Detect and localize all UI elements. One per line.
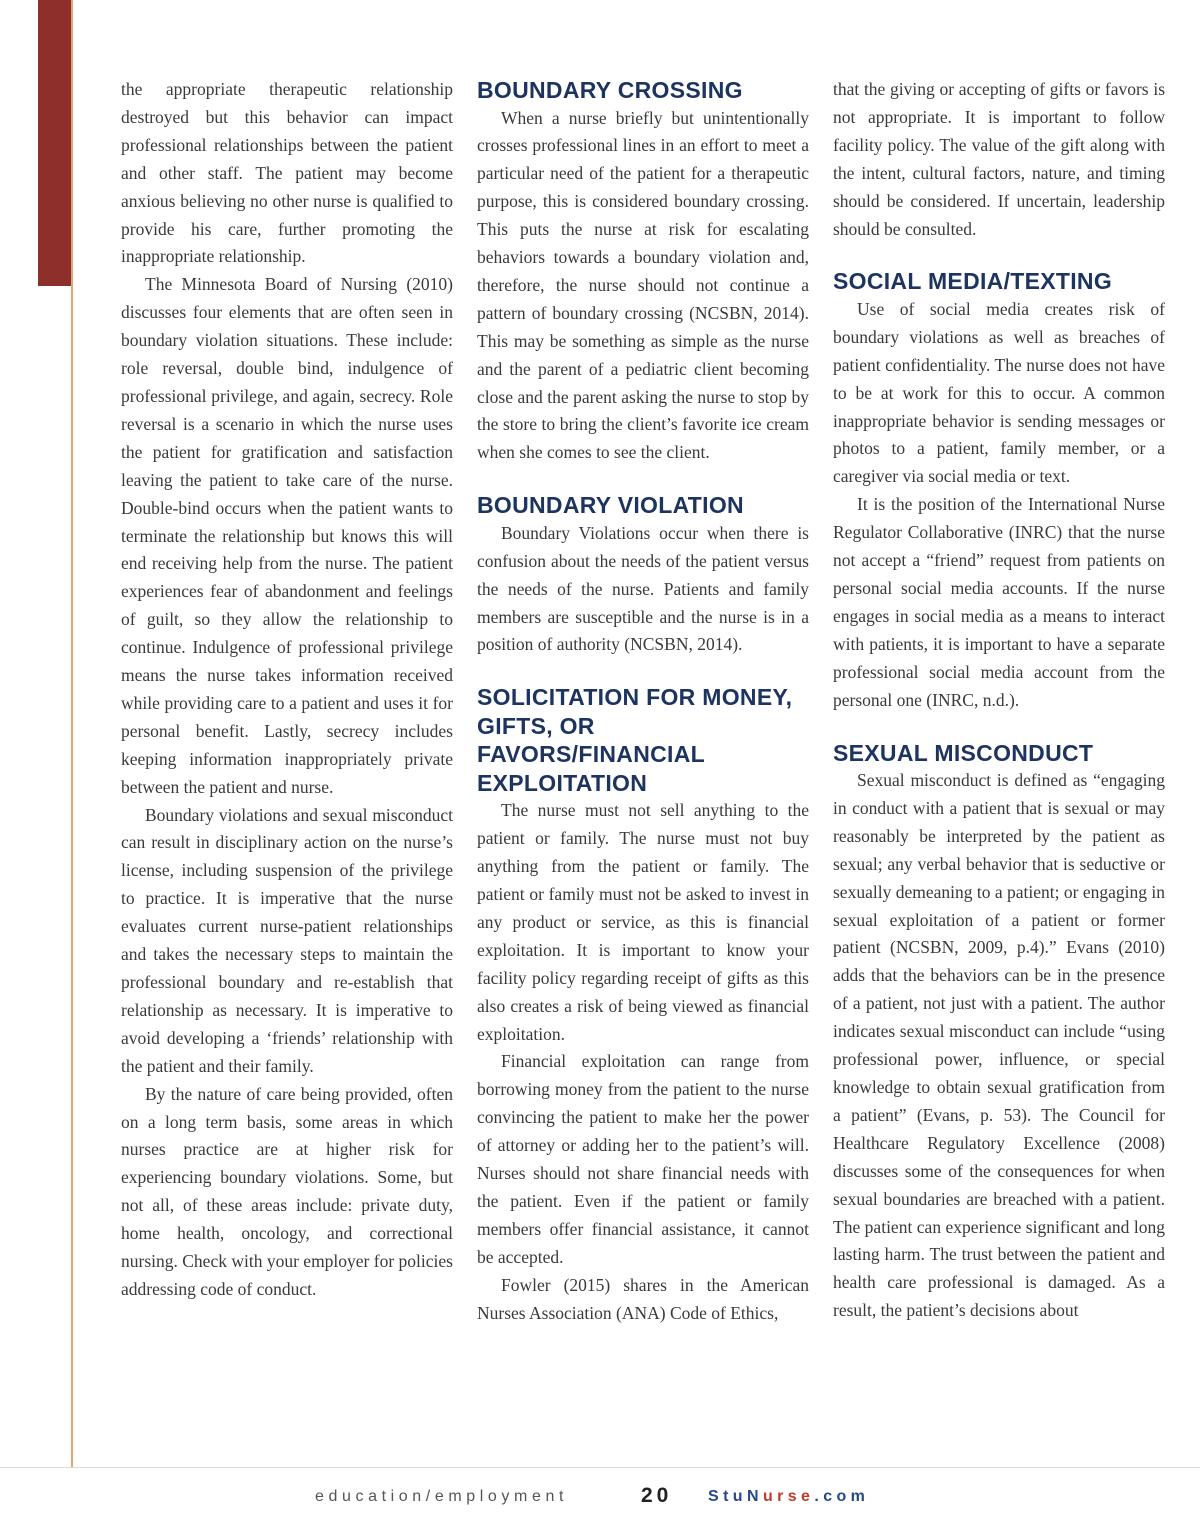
section-heading: BOUNDARY VIOLATION xyxy=(477,492,744,519)
brand-part: StuN xyxy=(708,1488,763,1505)
paragraph: the appropriate therapeutic relationship destroyed but this behavior can impact professional relationships between the patient and other staff. The patient may become anxious believing no other nurse is qualified to provide his care, further promoting the inappropriate relationship. xyxy=(121,79,453,267)
column-3 xyxy=(833,76,1165,1325)
page-footer xyxy=(0,1486,1200,1510)
paragraph: Boundary violations and sexual misconduct can result in disciplinary action on the nurse’s license, including suspension of the privilege to practice. It is imperative that the nurse evaluates current nurse-patient relationships and takes the necessary steps to maintain the professional boundary and re-establish that relationship as necessary. It is imperative to avoid developing a ‘friends’ relationship with the patient and their family. xyxy=(121,804,453,1076)
section-heading: BOUNDARY CROSSING xyxy=(477,77,743,103)
paragraph: Boundary Violations occur when there is confusion about the needs of the patient versus the needs of the nurse. Patients and family members are susceptible and the nurse is in a position of authority (NCSBN, 2014). xyxy=(477,522,809,655)
paragraph: The nurse must not sell anything to the patient or family. The nurse must not buy anything from the patient or family. The patient or family must not be asked to invest in any product or service, as this is financial exploitation. It is important to know your facility policy regarding receipt of gifts as this also creates a risk of being viewed as financial exploitation. xyxy=(477,800,809,1044)
section-heading: SOCIAL MEDIA/TEXTING xyxy=(833,268,1113,295)
paragraph: Sexual misconduct is defined as “engaging in conduct with a patient that is sexual or may reasonably be interpreted by the patient as sexual; any verbal behavior that is seductive or sexually demeaning to a patient; or engaging in sexual exploitation of a patient or former patient (NCSBN, 2009, p.4).” Evans (2010) adds that the behaviors can be in the presence of a patient, not just with a patient. The author indicates sexual misconduct can include “using professional power, influence, or special knowledge to obtain sexual gratification from a patient” (Evans, p. 53). The Council for Healthcare Regulatory Excellence (2008) discusses some of the consequences for when sexual boundaries are breached with a patient. The patient can experience significant and long lasting harm. The trust between the patient and health care professional is damaged. As a result, the patient’s decisions about xyxy=(833,770,1165,1321)
section-heading: SOLICITATION FOR MONEY, GIFTS, OR FAVORS/FINANCIAL EXPLOITATION xyxy=(477,684,793,796)
section-heading: SEXUAL MISCONDUCT xyxy=(833,739,1094,766)
paragraph: Fowler (2015) shares in the American Nurses Association (ANA) Code of Ethics, xyxy=(477,1274,809,1323)
accent-bar xyxy=(38,0,72,286)
paragraph: By the nature of care being provided, often on a long term basis, some areas in which nurses practice are at higher risk for experiencing boundary violations. Some, but not all, of these areas include: private duty, home health, oncology, and correctional nursing. Check with your employer for policies addressing code of conduct. xyxy=(121,1083,453,1299)
paragraph: It is the position of the International Nurse Regulator Collaborative (INRC) that the nurse not accept a “friend” request from patients on personal social media accounts. If the nurse engages in social media as a means to interact with patients, it is important to have a separate professional social media account from the personal one (INRC, n.d.). xyxy=(833,494,1165,710)
brand-part: .com xyxy=(814,1488,870,1505)
brand-part: urse xyxy=(762,1488,815,1505)
footer-section-label: education/employment xyxy=(315,1488,568,1505)
paragraph: When a nurse briefly but unintentionally crosses professional lines in an effort to meet a particular need of the patient for a therapeutic purpose, this is considered boundary crossing. This puts the nurse at risk for escalating behaviors towards a boundary violation and, therefore, the nurse should not continue a pattern of boundary crossing (NCSBN, 2014). This may be something as simple as the nurse and the parent of a pediatric client becoming close and the parent asking the nurse to stop by the store to bring the client’s favorite ice cream when she comes to see the client. xyxy=(477,107,809,463)
paragraph: that the giving or accepting of gifts or favors is not appropriate. It is important to follow facility policy. The value of the gift along with the intent, cultural factors, nature, and timing should be considered. If uncertain, leadership should be consulted. xyxy=(833,79,1165,239)
paragraph: Financial exploitation can range from borrowing money from the patient to the nurse convincing the patient to make her the power of attorney or adding her to the patient’s will. Nurses should not share financial needs with the patient. Even if the patient or family members offer financial assistance, it cannot be accepted. xyxy=(477,1051,809,1267)
column-2 xyxy=(477,76,809,1328)
footer-divider xyxy=(0,1467,1200,1468)
margin-rule xyxy=(71,0,73,1467)
paragraph: The Minnesota Board of Nursing (2010) discusses four elements that are often seen in boundary violation situations. These include: role reversal, double bind, indulgence of professional privilege, and again, secrecy. Role reversal is a scenario in which the nurse uses the patient for gratification and satisfaction leaving the patient to take care of the nurse. Double-bind occurs when the patient wants to terminate the relationship but knows this will end receiving help from the nurse. The patient experiences fear of abandonment and feelings of guilt, so they allow the relationship to continue. Indulgence of professional privilege means the nurse takes information received while providing care to a patient and uses it for personal benefit. Lastly, secrecy includes keeping information inappropriately private between the patient and nurse. xyxy=(121,274,453,797)
brand-url[interactable] xyxy=(708,1488,869,1506)
column-1 xyxy=(121,76,453,1304)
paragraph: Use of social media creates risk of boundary violations as well as breaches of patient confidentiality. The nurse does not have to be at work for this to occur. A common inappropriate behavior is sending messages or photos to a patient, family member, or a caregiver via social media or text. xyxy=(833,298,1165,487)
page-number: 20 xyxy=(641,1484,673,1507)
